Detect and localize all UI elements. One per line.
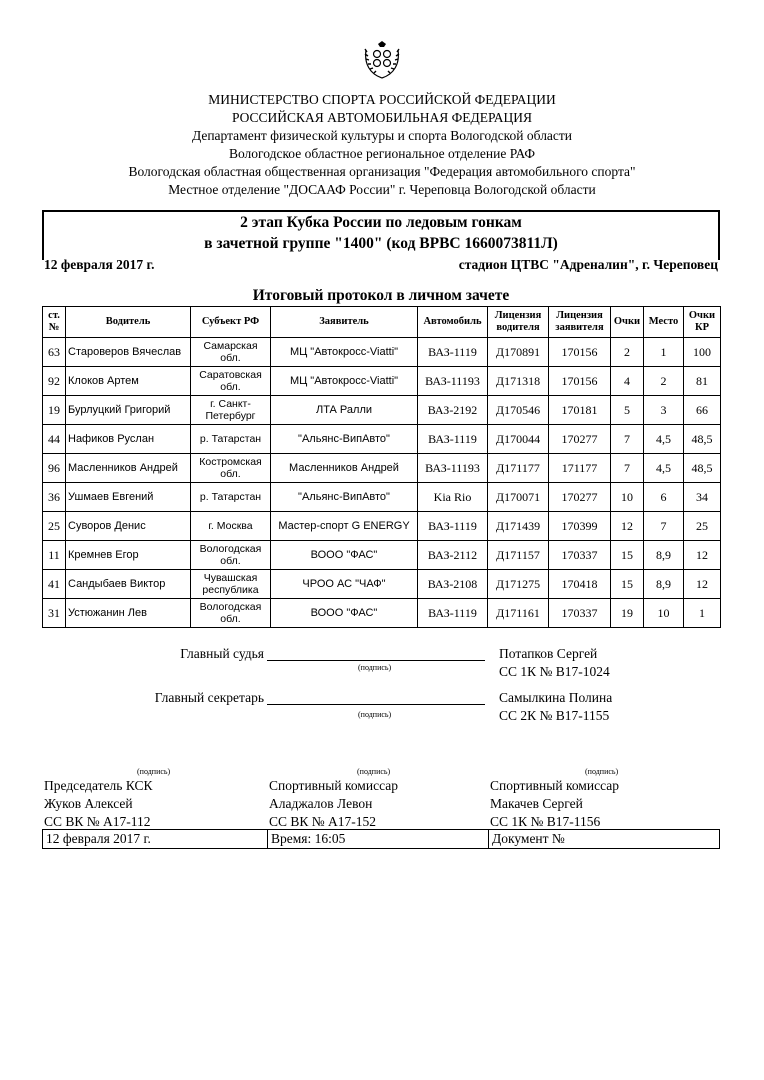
cell-points: 4: [611, 367, 644, 396]
cell-driver: Ушмаев Евгений: [66, 483, 191, 512]
cell-car: ВАЗ-1119: [418, 338, 488, 367]
cell-car: Kia Rio: [418, 483, 488, 512]
table-row: [43, 338, 721, 367]
cell-driver: Нафиков Руслан: [66, 425, 191, 454]
cell-place: 8,9: [644, 541, 684, 570]
cell-cup-points: 34: [684, 483, 721, 512]
chief-judge-signature-line: [267, 660, 485, 661]
org-line-public-org: Вологодская областная общественная организация "Федерация автомобильного спорта": [128, 164, 636, 179]
footer-time: Время: 16:05: [271, 831, 346, 846]
cell-car: ВАЗ-2192: [418, 396, 488, 425]
cell-driver: Староверов Вячеслав: [66, 338, 191, 367]
cell-region: Чувашская республика: [191, 570, 271, 599]
cell-points: 19: [611, 599, 644, 628]
chief-secretary-license: СС 2К № В17-1155: [499, 708, 610, 723]
col-header-points: Очки: [611, 307, 644, 338]
commissioner2-name: Макачев Сергей: [490, 796, 583, 811]
cell-car: ВАЗ-11193: [418, 367, 488, 396]
cell-entrant: ВООО "ФАС": [271, 541, 418, 570]
cell-region: р. Татарстан: [191, 425, 271, 454]
cell-number: 41: [43, 570, 66, 599]
col-header-car: Автомобиль: [418, 307, 488, 338]
cell-region: г. Санкт-Петербург: [191, 396, 271, 425]
table-row: [43, 570, 721, 599]
cell-entrant-license: 170399: [549, 512, 611, 541]
cell-place: 4,5: [644, 454, 684, 483]
cell-region: Самарская обл.: [191, 338, 271, 367]
event-title-line2: в зачетной группе "1400" (код ВРВС 1660073811Л): [204, 235, 558, 252]
cell-place: 6: [644, 483, 684, 512]
cell-region: Костромская обл.: [191, 454, 271, 483]
org-line-dosaaf: Местное отделение "ДОСААФ России" г. Череповца Вологодской области: [168, 182, 596, 197]
cell-points: 15: [611, 570, 644, 599]
cell-entrant-license: 170277: [549, 425, 611, 454]
cell-driver: Масленников Андрей: [66, 454, 191, 483]
event-title-line1: 2 этап Кубка России по ледовым гонкам: [240, 214, 522, 231]
table-row: [43, 454, 721, 483]
chief-secretary-sign-hint: (подпись): [358, 710, 392, 719]
cell-car: ВАЗ-1119: [418, 599, 488, 628]
cell-entrant-license: 170418: [549, 570, 611, 599]
footer-date: 12 февраля 2017 г.: [46, 831, 151, 846]
cell-number: 31: [43, 599, 66, 628]
cell-cup-points: 1: [684, 599, 721, 628]
chief-judge-license: СС 1К № В17-1024: [499, 664, 610, 679]
cell-driver: Кремнев Егор: [66, 541, 191, 570]
commissioner2-sign-hint: (подпись): [585, 767, 619, 776]
org-line-federation: РОССИЙСКАЯ АВТОМОБИЛЬНАЯ ФЕДЕРАЦИЯ: [231, 110, 533, 125]
cell-place: 2: [644, 367, 684, 396]
cell-points: 7: [611, 425, 644, 454]
cell-cup-points: 25: [684, 512, 721, 541]
cell-region: г. Москва: [191, 512, 271, 541]
col-header-region: Субъект РФ: [191, 307, 271, 338]
cell-entrant-license: 170277: [549, 483, 611, 512]
cell-driver-license: Д170546: [488, 396, 549, 425]
cell-entrant: Мастер-спорт G ENERGY: [271, 512, 418, 541]
cell-cup-points: 48,5: [684, 425, 721, 454]
cell-car: ВАЗ-1119: [418, 512, 488, 541]
cell-number: 25: [43, 512, 66, 541]
org-line-regional-branch: Вологодское областное региональное отделение РАФ: [228, 146, 536, 161]
cell-entrant: МЦ "Автокросс-Viatti": [271, 338, 418, 367]
document-footer: [42, 829, 720, 849]
cell-entrant: ВООО "ФАС": [271, 599, 418, 628]
col-header-entrant-license: Лицензия заявителя: [549, 307, 611, 338]
commissioner1-name: Аладжалов Левон: [269, 796, 373, 811]
cell-driver-license: Д171275: [488, 570, 549, 599]
cell-entrant: "Альянс-ВипАвто": [271, 483, 418, 512]
cell-cup-points: 48,5: [684, 454, 721, 483]
event-date: 12 февраля 2017 г.: [44, 257, 155, 272]
cell-entrant-license: 170337: [549, 599, 611, 628]
cell-driver-license: Д170044: [488, 425, 549, 454]
cell-cup-points: 81: [684, 367, 721, 396]
org-line-department: Департамент физической культуры и спорта Вологодской области: [191, 128, 573, 143]
cell-points: 12: [611, 512, 644, 541]
footer-document-number: Документ №: [492, 831, 565, 846]
ksk-chair-name: Жуков Алексей: [44, 796, 133, 811]
cell-car: ВАЗ-11193: [418, 454, 488, 483]
table-row: [43, 599, 721, 628]
cell-cup-points: 12: [684, 570, 721, 599]
cell-entrant: "Альянс-ВипАвто": [271, 425, 418, 454]
col-header-driver: Водитель: [66, 307, 191, 338]
cell-points: 5: [611, 396, 644, 425]
cell-number: 36: [43, 483, 66, 512]
commissioner1-role: Спортивный комиссар: [269, 778, 398, 793]
cell-car: ВАЗ-2112: [418, 541, 488, 570]
cell-number: 63: [43, 338, 66, 367]
ksk-chair-license: СС ВК № А17-112: [44, 814, 151, 829]
cell-points: 7: [611, 454, 644, 483]
event-venue: стадион ЦТВС "Адреналин", г. Череповец: [458, 257, 718, 272]
cell-number: 19: [43, 396, 66, 425]
cell-driver-license: Д170071: [488, 483, 549, 512]
cell-driver-license: Д171439: [488, 512, 549, 541]
cell-entrant-license: 171177: [549, 454, 611, 483]
protocol-title: Итоговый протокол в личном зачете: [252, 287, 510, 304]
cell-points: 10: [611, 483, 644, 512]
cell-entrant-license: 170156: [549, 367, 611, 396]
cell-driver-license: Д171161: [488, 599, 549, 628]
chief-secretary-name: Самылкина Полина: [499, 690, 613, 705]
cell-driver-license: Д170891: [488, 338, 549, 367]
chief-judge-sign-hint: (подпись): [358, 663, 392, 672]
cell-driver: Бурлуцкий Григорий: [66, 396, 191, 425]
cell-number: 92: [43, 367, 66, 396]
cell-cup-points: 12: [684, 541, 721, 570]
cell-region: р. Татарстан: [191, 483, 271, 512]
commissioner2-role: Спортивный комиссар: [490, 778, 619, 793]
ksk-chair-role: Председатель КСК: [44, 778, 153, 793]
cell-entrant: МЦ "Автокросс-Viatti": [271, 367, 418, 396]
federation-emblem-icon: [360, 38, 404, 82]
col-header-driver-license: Лицензия водителя: [488, 307, 549, 338]
table-row: [43, 425, 721, 454]
commissioner1-license: СС ВК № А17-152: [269, 814, 377, 829]
col-header-cup-points: Очки КР: [684, 307, 721, 338]
table-row: [43, 483, 721, 512]
cell-place: 4,5: [644, 425, 684, 454]
cell-car: ВАЗ-1119: [418, 425, 488, 454]
cell-number: 96: [43, 454, 66, 483]
table-row: [43, 367, 721, 396]
col-header-number: ст. №: [43, 307, 66, 338]
cell-cup-points: 100: [684, 338, 721, 367]
cell-place: 10: [644, 599, 684, 628]
chief-secretary-role: Главный секретарь: [154, 690, 264, 705]
table-row: [43, 541, 721, 570]
table-row: [43, 396, 721, 425]
cell-driver-license: Д171177: [488, 454, 549, 483]
cell-region: Вологодская обл.: [191, 541, 271, 570]
cell-region: Саратовская обл.: [191, 367, 271, 396]
cell-place: 7: [644, 512, 684, 541]
chief-judge-role: Главный судья: [180, 646, 264, 661]
cell-driver: Суворов Денис: [66, 512, 191, 541]
cell-region: Вологодская обл.: [191, 599, 271, 628]
cell-number: 44: [43, 425, 66, 454]
cell-points: 2: [611, 338, 644, 367]
col-header-entrant: Заявитель: [271, 307, 418, 338]
chief-secretary-signature-line: [267, 704, 485, 705]
cell-driver: Клоков Артем: [66, 367, 191, 396]
commissioner2-license: СС 1К № В17-1156: [490, 814, 601, 829]
cell-entrant-license: 170337: [549, 541, 611, 570]
col-header-place: Место: [644, 307, 684, 338]
cell-entrant: Масленников Андрей: [271, 454, 418, 483]
cell-entrant: ЛТА Ралли: [271, 396, 418, 425]
results-table: [42, 306, 721, 628]
commissioner1-sign-hint: (подпись): [357, 767, 391, 776]
cell-driver-license: Д171318: [488, 367, 549, 396]
table-row: [43, 512, 721, 541]
cell-driver: Устюжанин Лев: [66, 599, 191, 628]
cell-number: 11: [43, 541, 66, 570]
table-header-row: [43, 307, 721, 338]
cell-car: ВАЗ-2108: [418, 570, 488, 599]
chief-judge-name: Потапков Сергей: [499, 646, 598, 661]
ksk-chair-sign-hint: (подпись): [137, 767, 171, 776]
cell-entrant-license: 170181: [549, 396, 611, 425]
cell-place: 3: [644, 396, 684, 425]
cell-driver-license: Д171157: [488, 541, 549, 570]
cell-points: 15: [611, 541, 644, 570]
cell-place: 1: [644, 338, 684, 367]
cell-entrant: ЧРОО АС "ЧАФ": [271, 570, 418, 599]
cell-driver: Сандыбаев Виктор: [66, 570, 191, 599]
cell-cup-points: 66: [684, 396, 721, 425]
cell-entrant-license: 170156: [549, 338, 611, 367]
org-line-ministry: МИНИСТЕРСТВО СПОРТА РОССИЙСКОЙ ФЕДЕРАЦИИ: [208, 92, 556, 107]
cell-place: 8,9: [644, 570, 684, 599]
